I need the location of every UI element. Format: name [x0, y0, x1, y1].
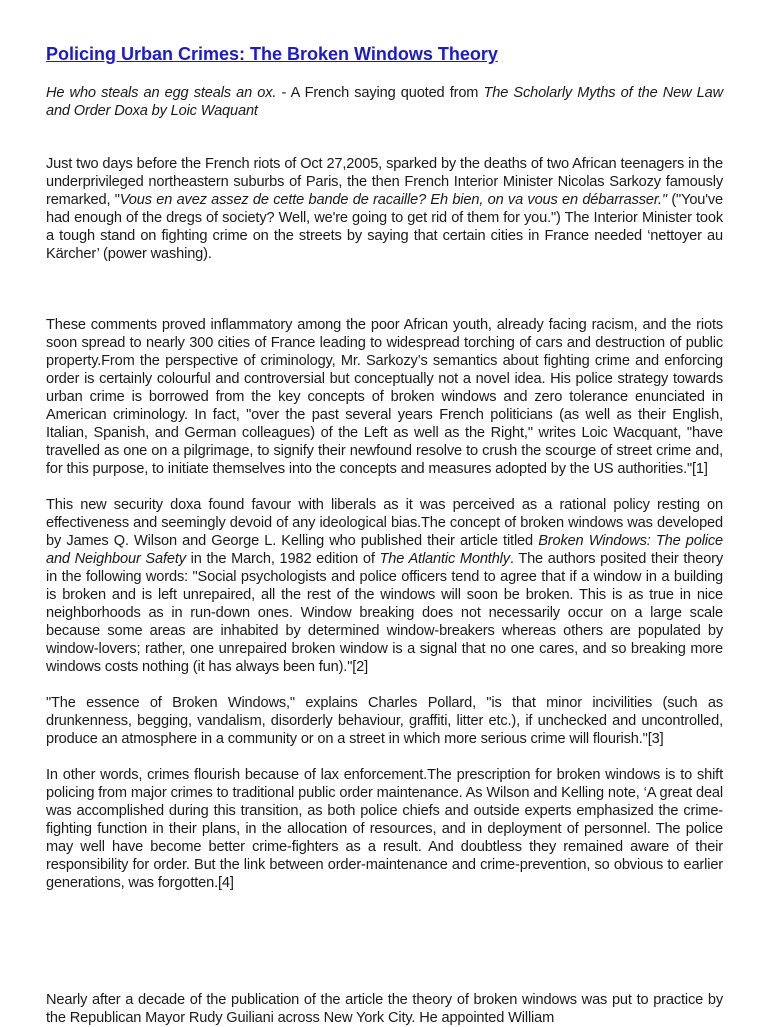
p1-french-quote: Vous en avez assez de cette bande de racaille? Eh bien, on va vous en débarrasser."	[119, 192, 667, 208]
epigraph-quote: He who steals an egg steals an ox.	[46, 85, 277, 101]
p3-text-a: This new security doxa found favour with liberals as it was perceived as a rational policy resting on effectiveness and seemingly devoid of any ideological bias.The concept of broken windows was developed by James Q. Wilson and George L. Kelling who published their article titled	[46, 497, 723, 549]
paragraph-4: "The essence of Broken Windows," explains Charles Pollard, "is that minor incivilities (such as drunkenness, begging, vandalism, disorderly behaviour, graffiti, litter etc.), if unchecked and uncontrolled, produce an atmosphere in a community or on a street in which more serious crime will flourish."[3]	[46, 695, 723, 747]
p3-article-title: Broken Windows: The police and Neighbour Safety	[46, 533, 723, 567]
p3-text-c: . The authors posited their theory in the following words: "Social psychologists and police officers tend to agree that if a window in a building is broken and is left unrepaired, all the rest of the windows will soon be broken. This is as true in nice neighborhoods as in run-down ones. Window breaking does not necessarily occur on a large scale because some areas are inhabited by determined window-breakers whereas others are populated by window-lovers; rather, one unrepaired broken window is a signal that no one cares, and so breaking more windows costs nothing (it has always been fun)."[2]	[46, 551, 724, 675]
page-title	[46, 44, 498, 65]
paragraph-3	[46, 496, 723, 676]
paragraph-5: In other words, crimes flourish because of lax enforcement.The prescription for broken windows is to shift policing from major crimes to traditional public order maintenance. As Wilson and Kelling note, ‘A great deal was accomplished during this transition, as both police chiefs and outside experts emphasized the crime-fighting function in their plans, in the allocation of resources, and in deployment of personnel. The police may well have become better crime-fighters as a result. And doubtless they remained aware of their responsibility for order. But the link between order-maintenance and crime-prevention, so obvious to earlier generations, was forgotten.[4]	[46, 767, 723, 891]
epigraph	[46, 84, 723, 120]
p3-magazine-title: The Atlantic Monthly	[379, 551, 510, 567]
paragraph-6: Nearly after a decade of the publication of the article the theory of broken windows was put to practice by the Republican Mayor Rudy Guiliani across New York City. He appointed William	[46, 992, 723, 1026]
p1-text-a: Just two days before the French riots of Oct 27,2005, sparked by the deaths of two African teenagers in the underprivileged northeastern suburbs of Paris, the then French Interior Minister Nicolas Sarkozy famously remarked, "	[46, 156, 723, 208]
title-link[interactable]: Policing Urban Crimes: The Broken Windows Theory	[46, 44, 498, 64]
p3-text-b: in the March, 1982 edition of	[185, 551, 380, 567]
paragraph-2: These comments proved inflammatory among the poor African youth, already facing racism, and the riots soon spread to nearly 300 cities of France leading to widespread torching of cars and destruction of public property.From the perspective of criminology, Mr. Sarkozy’s semantics about fighting crime and enforcing order is certainly colourful and controversial but conceptually not a novel idea. His police strategy towards urban crime is borrowed from the key concepts of broken windows and zero tolerance enunciated in American criminology. In fact, "over the past several years French politicians (as well as their English, Italian, Spanish, and German colleagues) of the Left as well as the Right," writes Loic Wacquant, "have travelled as one on a pilgrimage, to signify their newfound resolve to crush the scourge of street crime and, for this purpose, to initiate themselves into the concepts and measures adopted by the US authorities."[1]	[46, 317, 723, 477]
epigraph-source: The Scholarly Myths of the New Law and Order Doxa by Loic Waquant	[46, 85, 723, 119]
p1-text-b: ("You've had enough of the dregs of society? Well, we're going to get rid of them for you.") The Interior Minister took a tough stand on fighting crime on the streets by saying that certain cities in France needed ‘nettoyer au Kärcher’ (power washing).	[46, 192, 724, 262]
paragraph-1	[46, 155, 723, 263]
epigraph-attribution: - A French saying quoted from	[276, 85, 484, 101]
